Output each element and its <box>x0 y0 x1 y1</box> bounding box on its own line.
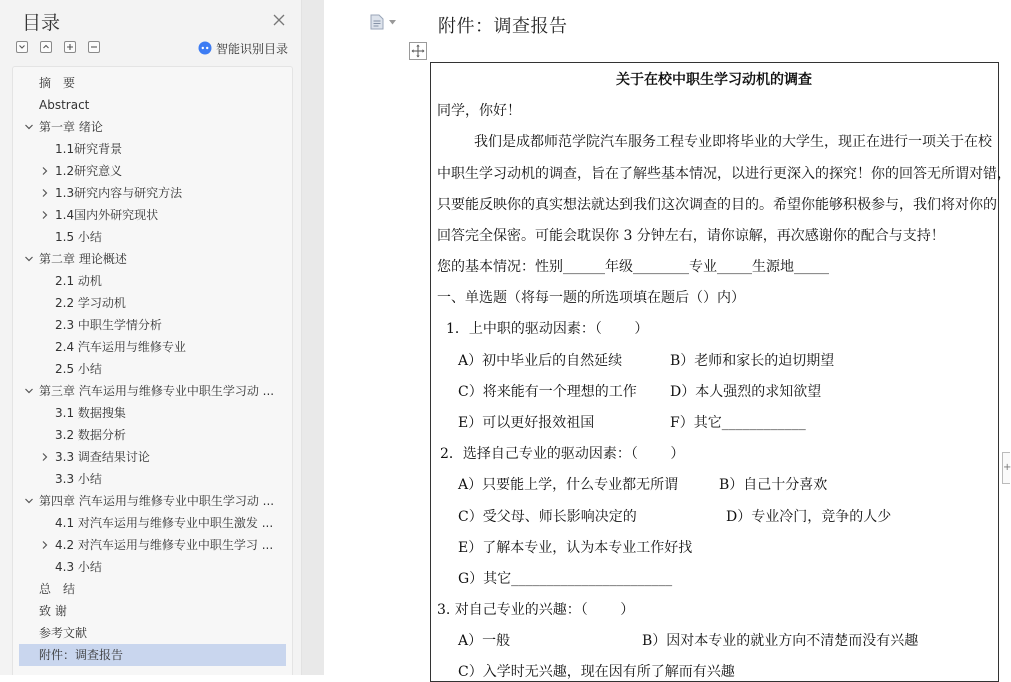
outline-item[interactable]: 1.3研究内容与研究方法 <box>55 186 183 200</box>
option-text: B）因对本专业的就业方向不清楚而没有兴趣 <box>642 633 919 649</box>
outline-item[interactable]: 参考文献 <box>39 626 88 640</box>
intro-line: 我们是成都师范学院汽车服务工程专业即将毕业的大学生，现正在进行一项关于在校 <box>474 134 992 150</box>
chevron-right-icon[interactable] <box>40 452 50 462</box>
option-text: B）自己十分喜欢 <box>719 477 828 493</box>
option-text: C）将来能有一个理想的工作 <box>458 384 637 400</box>
outline-item[interactable]: 2.5 小结 <box>55 362 102 376</box>
outline-item-selected[interactable]: 附件：调查报告 <box>19 644 286 666</box>
option-text: D）本人强烈的求知欲望 <box>670 384 822 400</box>
outline-item[interactable]: 2.4 汽车运用与维修专业 <box>55 340 186 354</box>
chevron-down-icon[interactable] <box>389 20 396 25</box>
option-text: A）初中毕业后的自然延续 <box>458 353 623 369</box>
chevron-right-icon[interactable] <box>40 166 50 176</box>
chevron-right-icon[interactable] <box>40 188 50 198</box>
chevron-right-icon[interactable] <box>40 540 50 550</box>
collapse-all-icon[interactable] <box>16 41 28 53</box>
ai-assistant-icon <box>198 41 212 55</box>
survey-table <box>430 62 999 682</box>
survey-title: 关于在校中职生学习动机的调查 <box>616 72 812 88</box>
basic-info: 您的基本情况：性别______年级________专业_____生源地_____ <box>437 259 829 275</box>
chevron-down-icon[interactable] <box>24 386 34 396</box>
question-text: 3. 对自己专业的兴趣：（ ） <box>437 602 635 618</box>
outline-item[interactable]: 第二章 理论概述 <box>39 252 127 266</box>
outline-item[interactable]: 第四章 汽车运用与维修专业中职生学习动 ... <box>39 494 275 508</box>
option-text: E）了解本专业，认为本专业工作好找 <box>458 540 693 556</box>
outline-item[interactable]: 3.1 数据搜集 <box>55 406 126 420</box>
chevron-down-icon[interactable] <box>24 496 34 506</box>
option-text: D）专业冷门，竞争的人少 <box>726 509 892 525</box>
outline-item[interactable]: 2.3 中职生学情分析 <box>55 318 162 332</box>
outline-item[interactable]: 1.5 小结 <box>55 230 102 244</box>
outline-title: 目录 <box>22 12 61 34</box>
outline-item[interactable]: 3.3 小结 <box>55 472 102 486</box>
option-text: C）受父母、师长影响决定的 <box>458 509 637 525</box>
outline-item[interactable]: 1.2研究意义 <box>55 164 123 178</box>
outline-item[interactable]: 第一章 绪论 <box>39 120 103 134</box>
expand-up-icon[interactable] <box>40 41 52 53</box>
option-text: G）其它_______________________ <box>458 571 673 587</box>
outline-item[interactable]: 1.4国内外研究现状 <box>55 208 159 222</box>
outline-item[interactable]: 4.3 小结 <box>55 560 102 574</box>
document-heading: 附件：调查报告 <box>438 16 568 37</box>
greeting: 同学，你好！ <box>437 103 521 119</box>
page-gutter <box>302 0 324 675</box>
chevron-down-icon[interactable] <box>24 254 34 264</box>
table-move-handle-icon[interactable] <box>409 42 427 60</box>
add-item-icon[interactable] <box>64 41 76 53</box>
outline-pane <box>0 0 302 675</box>
outline-item[interactable]: 总 结 <box>39 582 76 596</box>
outline-item[interactable]: 致 谢 <box>39 604 67 618</box>
outline-item[interactable]: 3.2 数据分析 <box>55 428 126 442</box>
option-text: C）入学时无兴趣，现在因有所了解而有兴趣 <box>458 664 735 680</box>
question-text: 1．上中职的驱动因素：（ ） <box>446 321 649 337</box>
chevron-down-icon[interactable] <box>24 122 34 132</box>
smart-toc-button[interactable] <box>198 40 288 56</box>
outline-item[interactable]: 4.1 对汽车运用与维修专业中职生激发 ... <box>55 516 274 530</box>
smart-toc-label: 智能识别目录 <box>216 41 289 56</box>
intro-line: 回答完全保密。可能会耽误你 3 分钟左右，请你谅解，再次感谢你的配合与支持！ <box>437 228 945 244</box>
outline-item[interactable]: 1.1研究背景 <box>55 142 123 156</box>
option-text: A）只要能上学，什么专业都无所谓 <box>458 477 679 493</box>
outline-item[interactable]: 摘 要 <box>39 76 76 90</box>
intro-line: 只要能反映你的真实想法就达到我们这次调查的目的。希望你能够积极参与，我们将对你的 <box>437 197 997 213</box>
close-icon[interactable] <box>272 12 286 26</box>
option-text: E）可以更好报效祖国 <box>458 415 595 431</box>
chevron-right-icon[interactable] <box>40 210 50 220</box>
remove-item-icon[interactable] <box>88 41 100 53</box>
document-icon[interactable] <box>370 14 384 30</box>
question-text: 2．选择自己专业的驱动因素：（ ） <box>440 446 685 462</box>
intro-line: 中职生学习动机的调查，旨在了解些基本情况，以进行更深入的探究！你的回答无所谓对错， <box>437 166 1011 182</box>
outline-item[interactable]: 3.3 调查结果讨论 <box>55 450 150 464</box>
section-heading: 一、单选题（将每一题的所选项填在题后（）内） <box>437 290 745 306</box>
side-expand-tab[interactable]: + <box>1002 452 1010 484</box>
outline-item[interactable]: 2.1 动机 <box>55 274 102 288</box>
outline-item[interactable]: 2.2 学习动机 <box>55 296 126 310</box>
option-text: F）其它____________ <box>670 415 806 431</box>
outline-item[interactable]: 4.2 对汽车运用与维修专业中职生学习 ... <box>55 538 274 552</box>
option-text: A）一般 <box>458 633 511 649</box>
option-text: B）老师和家长的迫切期望 <box>670 353 835 369</box>
outline-item[interactable]: 第三章 汽车运用与维修专业中职生学习动 ... <box>39 384 275 398</box>
outline-item[interactable]: Abstract <box>39 98 90 112</box>
